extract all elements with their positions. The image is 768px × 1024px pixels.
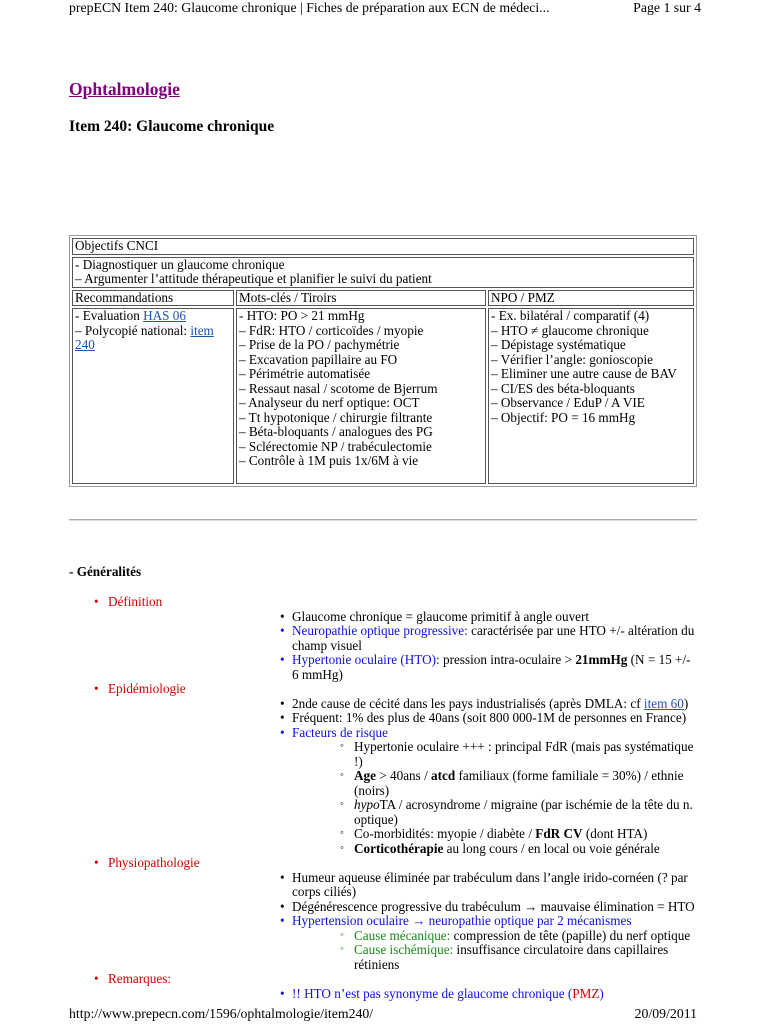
npo-pmz-item: - Ex. bilatéral / comparatif (4)	[491, 308, 650, 323]
risk-factor-bold: Age	[354, 768, 376, 783]
print-header-title: prepECN Item 240: Glaucome chronique | Fiches de préparation aux ECN de médeci...	[69, 0, 550, 15]
risk-factor: Hypertonie oculaire +++ : principal FdR (mais pas systématique !)	[354, 739, 694, 769]
pmz-label: PMZ	[572, 985, 600, 1001]
definition-section	[0, 595, 768, 682]
remarque-text: !! HTO n’est pas synonyme de glaucome chronique (	[292, 985, 573, 1001]
bullet-icon: •	[280, 724, 285, 740]
definition-text: caractérisée par une HTO +/- altération du champ visuel	[292, 623, 695, 653]
risk-factor: (dont HTA)	[582, 826, 648, 841]
bullet-icon: •	[94, 971, 99, 986]
epidemiologie-section	[0, 682, 768, 856]
physiopathologie-section	[0, 856, 768, 972]
risk-factor-bold: atcd	[431, 768, 456, 783]
definition-label: Définition	[108, 594, 163, 609]
print-header	[69, 1, 701, 16]
list-item	[108, 943, 696, 972]
circle-bullet-icon: ◦	[340, 928, 344, 941]
risk-factor-bold: FdR CV	[535, 826, 583, 841]
npo-pmz-item: – Objectif: PO = 16 mmHg	[491, 409, 636, 425]
col-header-recommandations: Recommandations	[72, 290, 234, 307]
list-item	[108, 740, 696, 769]
generalites-heading: - Généralités	[69, 564, 142, 579]
definition-value: 21mmHg	[575, 652, 628, 667]
epidemiologie-text: 2nde cause de cécité dans les pays industrialisés (après DMLA: cf	[292, 695, 644, 711]
remarques-label: Remarques:	[108, 971, 171, 986]
epidemiologie-text: Fréquent: 1% des plus de 40ans (soit 800 000-1M de personnes en France)	[292, 710, 687, 725]
npo-pmz-item: – Observance / EduP / A VIE	[491, 395, 645, 410]
bullet-icon: •	[280, 985, 285, 1001]
objectives-header: Objectifs CNCI	[72, 238, 694, 255]
bullet-icon: •	[94, 594, 99, 609]
mots-cles-item: - HTO: PO > 21 mmHg	[239, 308, 365, 323]
circle-bullet-icon: ◦	[340, 943, 344, 955]
npo-pmz-item: – Eliminer une autre cause de BAV	[491, 366, 677, 381]
mots-cles-item: – Prise de la PO / pachymétrie	[239, 337, 400, 352]
list-item	[108, 798, 696, 827]
circle-bullet-icon: ◦	[340, 827, 344, 839]
footer-date: 20/09/2011	[634, 1006, 697, 1021]
mots-cles-item: – Béta-bloquants / analogues des PG	[239, 424, 433, 439]
bullet-icon: •	[280, 898, 285, 914]
bullet-icon: •	[94, 681, 99, 696]
bullet-icon: •	[280, 695, 285, 711]
circle-bullet-icon: ◦	[340, 769, 344, 781]
eval-text: - Evaluation	[75, 308, 144, 323]
bullet-icon: •	[280, 623, 285, 638]
circle-bullet-icon: ◦	[340, 798, 344, 810]
npo-pmz-cell	[488, 308, 694, 484]
mots-cles-item: – Sclérectomie NP / trabéculectomie	[239, 438, 432, 454]
definition-text: (N = 15 +/- 6 mmHg)	[292, 652, 691, 682]
bullet-icon: •	[280, 710, 285, 725]
cause-text: compression de tête (papille) du nerf optique	[450, 927, 691, 943]
npo-pmz-item: – CI/ES des béta-bloquants	[491, 380, 635, 396]
mots-cles-item: – Contrôle à 1M puis 1x/6M à vie	[239, 453, 419, 468]
list-item	[108, 842, 696, 857]
horizontal-divider	[69, 519, 697, 521]
risk-factor: au long cours / en local ou voie générale	[443, 840, 660, 856]
list-item	[108, 769, 696, 798]
list-item	[108, 610, 768, 625]
list-item	[108, 914, 768, 972]
risk-factor: > 40ans /	[375, 768, 432, 783]
physiopathologie-label: Physiopathologie	[108, 855, 200, 870]
objectives-list	[72, 257, 694, 288]
cause-term: Cause ischémique:	[354, 942, 454, 957]
list-item	[108, 827, 696, 842]
npo-pmz-item: – HTO ≠ glaucome chronique	[491, 322, 649, 338]
list-item	[108, 653, 768, 682]
risk-factor-italic: hypo	[354, 797, 380, 812]
definition-term: Neuropathie optique progressive:	[292, 623, 468, 638]
definition-text: pression intra-oculaire >	[439, 652, 576, 667]
mots-cles-item: – Périmétrie automatisée	[239, 366, 371, 381]
circle-bullet-icon: ◦	[340, 841, 344, 854]
physiopathologie-text: Dégénérescence progressive du trabéculum → mauvaise élimination = HTO	[292, 898, 695, 914]
risk-factor-bold: Corticothérapie	[354, 840, 444, 856]
mots-cles-item: – FdR: HTO / corticoïdes / myopie	[239, 322, 424, 338]
bullet-icon: •	[280, 652, 285, 667]
remarques-section	[0, 972, 768, 1001]
physiopathologie-text: Humeur aqueuse éliminée par trabéculum dans l’angle irido-cornéen (? par corps ciliés)	[292, 869, 688, 899]
list-item	[108, 929, 696, 944]
risk-factor: familiaux (forme familiale = 30%) / ethnie (noirs)	[354, 768, 684, 798]
objective-item: – Argumenter l’attitude thérapeutique et planifier le suivi du patient	[75, 271, 432, 286]
risk-factor: TA / acrosyndrome / migraine (par ischémie de la tête du n. optique)	[354, 797, 693, 827]
polycopie-text: – Polycopié national:	[75, 322, 191, 338]
bullet-icon: •	[280, 913, 285, 928]
epidemiologie-text: )	[683, 695, 689, 711]
item-60-link[interactable]: item 60	[643, 695, 684, 711]
mots-cles-cell	[236, 308, 486, 484]
list-item	[108, 624, 768, 653]
mots-cles-item: – Analyseur du nerf optique: OCT	[239, 395, 420, 410]
circle-bullet-icon: ◦	[340, 740, 344, 752]
mots-cles-item: – Excavation papillaire au FO	[239, 351, 398, 367]
footer-url: http://www.prepecn.com/1596/ophtalmologie/item240/	[69, 1006, 374, 1021]
section-link-ophtalmologie[interactable]: Ophtalmologie	[69, 79, 180, 99]
generalites-outline	[0, 595, 768, 1001]
epidemiologie-label: Epidémiologie	[108, 681, 186, 696]
list-item	[108, 726, 768, 857]
list-item	[108, 900, 768, 915]
objectives-table	[69, 235, 697, 487]
recommandations-cell	[72, 308, 234, 484]
bullet-icon: •	[280, 869, 285, 885]
page-number: Page 1 sur 4	[633, 0, 701, 15]
page-title: Item 240: Glaucome chronique	[69, 118, 275, 135]
cause-text: insuffisance circulatoire dans capillaires rétiniens	[354, 942, 669, 972]
list-item	[108, 711, 768, 726]
list-item	[108, 871, 768, 900]
remarque-text: )	[599, 985, 604, 1001]
mots-cles-item: – Ressaut nasal / scotome de Bjerrum	[239, 380, 438, 396]
col-header-mots-cles: Mots-clés / Tiroirs	[236, 290, 486, 307]
npo-pmz-item: – Dépistage systématique	[491, 337, 626, 352]
mots-cles-item: – Tt hypotonique / chirurgie filtrante	[239, 409, 433, 425]
list-item	[108, 987, 768, 1002]
bullet-icon: •	[280, 608, 285, 624]
definition-item: Glaucome chronique = glaucome primitif à angle ouvert	[292, 608, 590, 624]
definition-term: Hypertonie oculaire (HTO):	[292, 652, 440, 667]
has-06-link[interactable]: HAS 06	[143, 308, 186, 323]
npo-pmz-item: – Vérifier l’angle: gonioscopie	[491, 351, 653, 367]
col-header-npo-pmz: NPO / PMZ	[488, 290, 694, 307]
print-footer	[69, 1007, 697, 1022]
risk-factors-label: Facteurs de risque	[292, 724, 388, 740]
objective-item: - Diagnostiquer un glaucome chronique	[75, 256, 285, 272]
bullet-icon: •	[94, 855, 99, 870]
item-240-link[interactable]: item 240	[75, 322, 214, 352]
list-item	[108, 697, 768, 712]
risk-factor: Co-morbidités: myopie / diabète /	[354, 826, 536, 841]
cause-term: Cause mécanique:	[354, 927, 451, 943]
physiopathologie-text: Hypertension oculaire → neuropathie optique par 2 mécanismes	[292, 913, 632, 928]
